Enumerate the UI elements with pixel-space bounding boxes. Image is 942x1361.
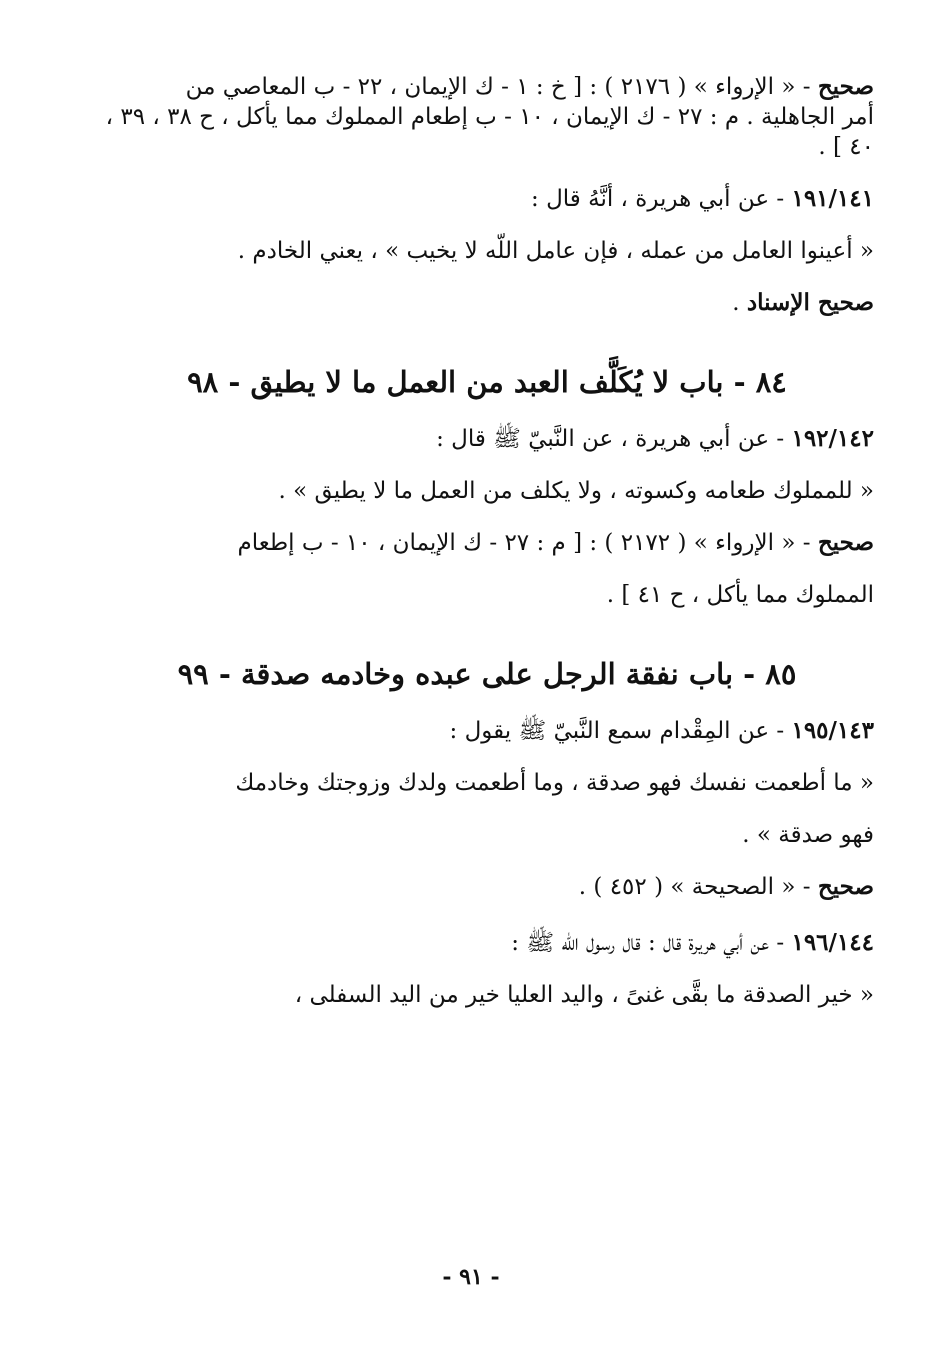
takhrij-line: المملوك مما يأكل ، ح ٤١ ] . bbox=[606, 582, 874, 608]
grade-label: صحيح bbox=[817, 73, 874, 100]
hadith-number: ١٩٦/١٤٤ bbox=[791, 929, 874, 956]
hadith-number: ١٩١/١٤١ bbox=[791, 185, 874, 212]
hadith-text: « ما أطعمت نفسك فهو صدقة ، وما أطعمت ولدك وزوجتك وخادمك bbox=[235, 770, 874, 796]
hadith-narrator: - عن المِقْدام سمع النَّبيّ ﷺ يقول : bbox=[449, 718, 792, 744]
hadith-intro bbox=[110, 424, 874, 454]
hadith-number: ١٩٢/١٤٢ bbox=[791, 425, 874, 452]
chapter-heading: ٨٤ - باب لا يُكَلَّف العبد من العمل ما لا يطيق - ٩٨ bbox=[187, 365, 787, 399]
takhrij-text: - « الإرواء » ( ٢١٧٢ ) : [ م : ٢٧ - ك الإيمان ، ١٠ - ب إطعام bbox=[237, 530, 818, 556]
grade-line bbox=[110, 872, 874, 902]
hadith-text: فهو صدقة » . bbox=[742, 822, 874, 848]
page-number: - ٩١ - bbox=[442, 1264, 500, 1290]
hadith-narrator: - عن أبي هريرة ، عن النَّبيّ ﷺ قال : bbox=[436, 426, 792, 452]
grade-label: صحيح الإسناد bbox=[746, 289, 874, 316]
grade-line bbox=[110, 288, 874, 318]
grade-text: . bbox=[732, 290, 747, 316]
hadith-text: « للمملوك طعامه وكسوته ، ولا يكلف من العمل ما لا يطيق » . bbox=[278, 478, 874, 504]
hadith-text: « أعينوا العامل من عمله ، فإن عامل اللّه لا يخيب » ، يعني الخادم . bbox=[237, 238, 874, 264]
hadith-text: « خير الصدقة ما بقَّى غنىً ، واليد العليا خير من اليد السفلى ، bbox=[294, 982, 874, 1008]
grade-text: - « الصحيحة » ( ٤٥٢ ) . bbox=[578, 874, 818, 900]
hadith-intro bbox=[110, 928, 874, 958]
takhrij-text: - « الإرواء » ( ٢١٧٦ ) : [ خ : ١ - ك الإيمان ، ٢٢ - ب المعاصي من bbox=[185, 74, 818, 100]
hadith-narrator: - عن أبي هريرة ، أنَّهُ قال : bbox=[531, 186, 792, 212]
takhrij-line: أمر الجاهلية . م : ٢٧ - ك الإيمان ، ١٠ - ب إطعام المملوك مما يأكل ، ح ٣٨ ، ٣٩ ، bbox=[105, 104, 874, 130]
hadith-intro bbox=[110, 716, 874, 746]
hadith-narrator: - عن أبي هريرة قال : قال رسول اللّه ﷺ : bbox=[511, 930, 792, 956]
hadith-number: ١٩٥/١٤٣ bbox=[791, 717, 874, 744]
takhrij-line bbox=[110, 72, 874, 102]
takhrij-line bbox=[110, 528, 874, 558]
chapter-heading: ٨٥ - باب نفقة الرجل على عبده وخادمه صدقة - ٩٩ bbox=[177, 657, 797, 691]
hadith-intro bbox=[110, 184, 874, 214]
grade-label: صحيح bbox=[817, 529, 874, 556]
takhrij-line: ٤٠ ] . bbox=[818, 134, 874, 160]
grade-label: صحيح bbox=[817, 873, 874, 900]
